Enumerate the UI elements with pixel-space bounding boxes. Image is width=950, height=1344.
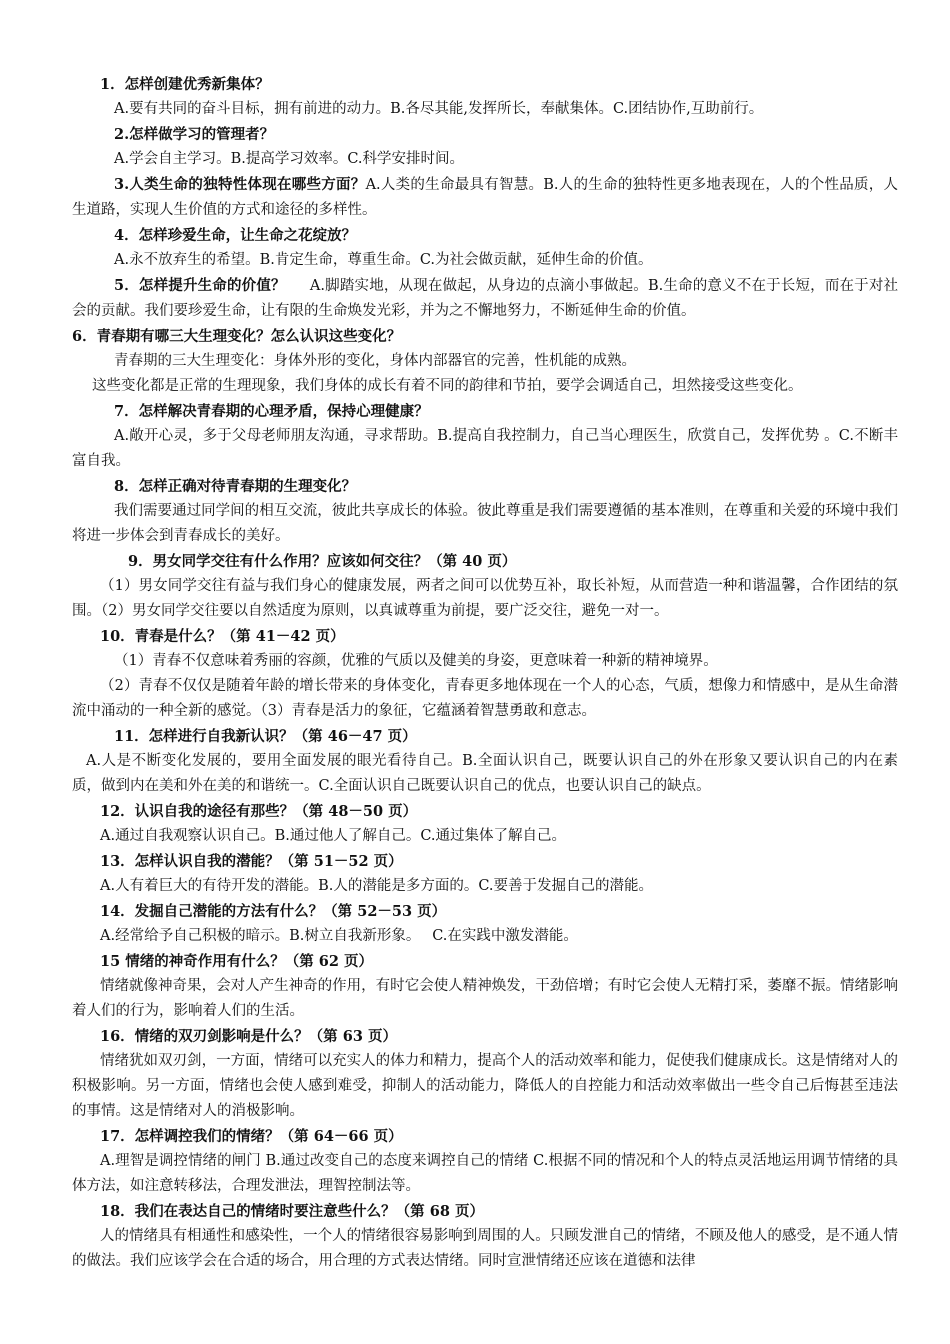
answer-11: A.人是不断变化发展的，要用全面发展的眼光看待自己。B.全面认识自己，既要认识自己的外在形象又要认识自己的内在素质，做到内在美和外在美的和谐统一。C.全面认识自己既要认识自己的优点，也要认识自己的缺点。 [72, 753, 898, 794]
question-9: 9．男女同学交往有什么作用？应该如何交往？（第 40 页） [128, 553, 517, 570]
question-17: 17．怎样调控我们的情绪？（第 64－66 页） [100, 1128, 403, 1145]
question-10: 10．青春是什么？（第 41－42 页） [100, 628, 345, 645]
answer-18: 人的情绪具有相通性和感染性，一个人的情绪很容易影响到周围的人。只顾发泄自己的情绪，不顾及他人的感受，是不通人情的做法。我们应该学会在合适的场合，用合理的方式表达情绪。同时宣泄情绪还应该在道德和法律 [72, 1228, 898, 1269]
question-11: 11．怎样进行自我新认识？（第 46－47 页） [114, 728, 417, 745]
question-3: 3.人类生命的独特性体现在哪些方面？ [114, 176, 366, 193]
answer-6-1: 青春期的三大生理变化：身体外形的变化，身体内部器官的完善，性机能的成熟。 [114, 353, 636, 369]
question-1: 1．怎样创建优秀新集体？ [100, 76, 270, 93]
question-4: 4．怎样珍爱生命，让生命之花绽放？ [114, 227, 357, 244]
question-13: 13．怎样认识自我的潜能？（第 51－52 页） [100, 853, 403, 870]
question-5: 5．怎样提升生命的价值？ [114, 277, 286, 294]
answer-2: A.学会自主学习。B.提高学习效率。C.科学安排时间。 [114, 151, 465, 167]
document-page [72, 72, 898, 1274]
answer-12: A.通过自我观察认识自己。B.通过他人了解自己。C.通过集体了解自己。 [100, 828, 567, 844]
question-12: 12．认识自我的途径有那些？（第 48－50 页） [100, 803, 418, 820]
answer-8: 我们需要通过同学间的相互交流，彼此共享成长的体验。彼此尊重是我们需要遵循的基本准则，在尊重和关爱的环境中我们将进一步体会到青春成长的美好。 [72, 503, 898, 544]
question-6: 6．青春期有哪三大生理变化？怎么认识这些变化？ [72, 328, 402, 345]
question-15: 15 情绪的神奇作用有什么？（第 62 页） [100, 953, 373, 970]
answer-9: （1）男女同学交往有益与我们身心的健康发展，两者之间可以优势互补，取长补短，从而营造一种和谐温馨，合作团结的氛围。（2）男女同学交往要以自然适度为原则，以真诚尊重为前提，要广泛交往，避免一对一。 [72, 578, 898, 619]
answer-10-1: （1）青春不仅意味着秀丽的容颜，优雅的气质以及健美的身姿，更意味着一种新的精神境界。 [114, 653, 718, 669]
answer-4: A.永不放弃生的希望。B.肯定生命，尊重生命。C.为社会做贡献，延伸生命的价值。 [114, 252, 653, 268]
question-14: 14．发掘自己潜能的方法有什么？（第 52－53 页） [100, 903, 447, 920]
answer-7: A.敞开心灵，多于父母老师朋友沟通，寻求帮助。B.提高自我控制力，自己当心理医生，欣赏自己，发挥优势 。C.不断丰富自我。 [72, 428, 898, 469]
answer-14: A.经常给予自己积极的暗示。B.树立自我新形象。 C.在实践中激发潜能。 [100, 928, 578, 944]
answer-17: A.理智是调控情绪的闸门 B.通过改变自己的态度来调控自己的情绪 C.根据不同的情况和个人的特点灵活地运用调节情绪的具体方法，如注意转移法，合理发泄法，理智控制法等。 [72, 1153, 898, 1194]
answer-1: A.要有共同的奋斗目标，拥有前进的动力。B.各尽其能,发挥所长，奉献集体。C.团结协作,互助前行。 [114, 101, 764, 117]
question-2: 2.怎样做学习的管理者？ [114, 126, 275, 143]
answer-5: A.脚踏实地，从现在做起，从身边的点滴小事做起。B.生命的意义不在于长短，而在于对社会的贡献。我们要珍爱生命，让有限的生命焕发光彩，并为之不懈地努力，不断延伸生命的价值。 [72, 278, 899, 319]
question-8: 8．怎样正确对待青春期的生理变化？ [114, 478, 357, 495]
answer-10-2: （2）青春不仅仅是随着年龄的增长带来的身体变化，青春更多地体现在一个人的心态，气质，想像力和情感中，是从生命潜流中涌动的一种全新的感觉。（3）青春是活力的象征，它蕴涵着智慧勇敢和意志。 [72, 678, 898, 719]
question-7: 7．怎样解决青春期的心理矛盾，保持心理健康？ [114, 403, 429, 420]
answer-15: 情绪就像神奇果，会对人产生神奇的作用，有时它会使人精神焕发，干劲倍增；有时它会使人无精打采，萎靡不振。情绪影响着人们的行为，影响着人们的生活。 [72, 978, 898, 1019]
answer-6-2: 这些变化都是正常的生理现象，我们身体的成长有着不同的韵律和节拍，要学会调适自己，坦然接受这些变化。 [92, 378, 803, 394]
answer-3: A.人类的生命最具有智慧。B.人的生命的独特性更多地表现在，人的个性品质，人生道路，实现人生价值的方式和途径的多样性。 [72, 177, 899, 218]
qa-5 [72, 273, 898, 324]
answer-16: 情绪犹如双刃剑，一方面，情绪可以充实人的体力和精力，提高个人的活动效率和能力，促使我们健康成长。这是情绪对人的积极影响。另一方面，情绪也会使人感到难受，抑制人的活动能力，降低人的自控能力和活动效率做出一些令自己后悔甚至违法的事情。这是情绪对人的消极影响。 [72, 1053, 898, 1119]
question-16: 16．情绪的双刃剑影响是什么？（第 63 页） [100, 1028, 397, 1045]
qa-3 [72, 172, 898, 223]
answer-13: A.人有着巨大的有待开发的潜能。B.人的潜能是多方面的。C.要善于发掘自己的潜能。 [100, 878, 654, 894]
question-18: 18．我们在表达自己的情绪时要注意些什么？（第 68 页） [100, 1203, 484, 1220]
